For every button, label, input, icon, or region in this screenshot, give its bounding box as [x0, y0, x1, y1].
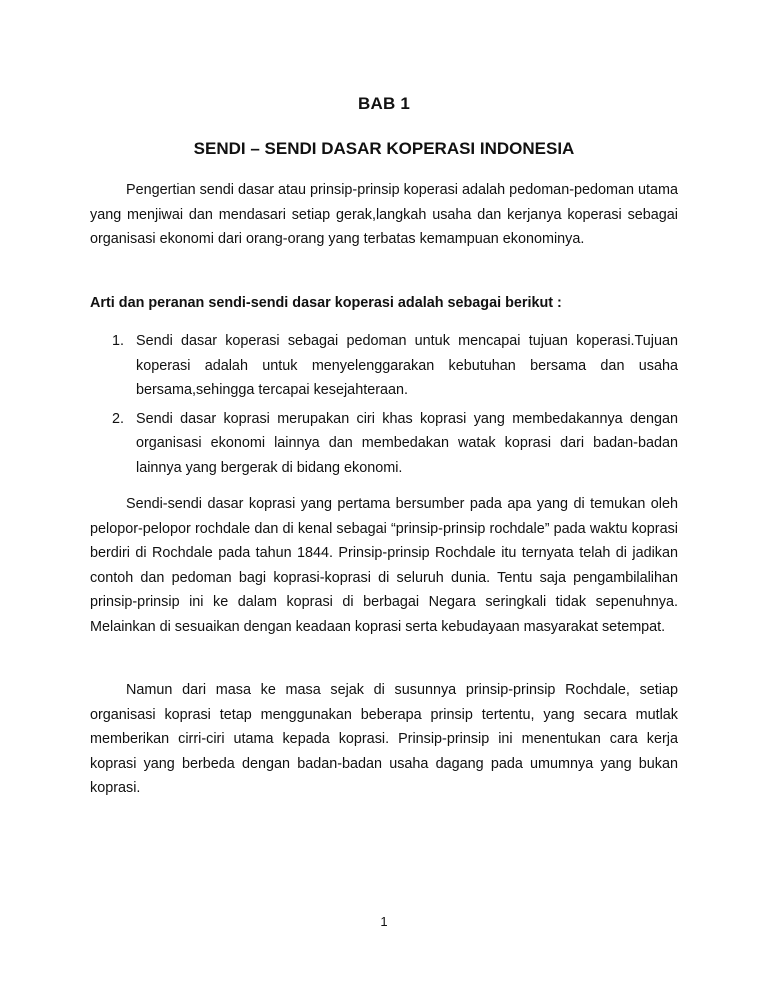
list-item — [90, 329, 678, 403]
list-item-text: Sendi dasar koperasi sebagai pedoman untuk mencapai tujuan koperasi.Tujuan koperasi adalah untuk menyelenggarakan kebutuhan bersama dan usaha bersama,sehingga tercapai kesejahteraan. — [136, 333, 678, 399]
list-item-number: 2. — [112, 410, 125, 427]
chapter-heading: BAB 1 — [357, 94, 410, 113]
page-number: 1 — [380, 914, 388, 929]
closing-paragraph: Namun dari masa ke masa sejak di susunnya prinsip-prinsip Rochdale, setiap organisasi koprasi tetap menggunakan beberapa prinsip tertentu, yang secara mutlak memberikan cirri-ciri utama kepada koprasi. Prinsip-prinsip ini menentukan cara kerja koprasi yang berbeda dengan badan-badan usaha dagang pada umumnya yang bukan koprasi. — [90, 682, 678, 797]
rochdale-paragraph: Sendi-sendi dasar koprasi yang pertama bersumber pada apa yang di temukan oleh pelopor-pelopor rochdale dan di kenal sebagai “prinsip-prinsip rochdale” pada waktu koprasi berdiri di Rochdale pada tahun 1844. Prinsip-prinsip Rochdale itu ternyata telah di jadikan contoh dan pedoman bagi koprasi-koprasi di seluruh dunia. Tentu saja pengambilalihan prinsip-prinsip ini ke dalam koprasi di berbagai Negara seringkali tidak sepenuhnya. Melainkan di sesuaikan dengan keadaan koprasi serta kebudayaan masyarakat setempat. — [90, 496, 678, 635]
list-item-text: Sendi dasar koprasi merupakan ciri khas koprasi yang membedakannya dengan organisasi ekonomi lainnya dan membedakan watak koprasi dari badan-badan lainnya yang bergerak di bidang ekonomi. — [136, 410, 678, 476]
principles-list — [90, 329, 678, 481]
chapter-title: SENDI – SENDI DASAR KOPERASI INDONESIA — [193, 139, 575, 158]
intro-paragraph: Pengertian sendi dasar atau prinsip-prinsip koperasi adalah pedoman-pedoman utama yang menjiwai dan mendasari setiap gerak,langkah usaha dan kerjanya koperasi sebagai organisasi ekonomi dari orang-orang yang terbatas kemampuan ekonominya. — [90, 182, 678, 248]
list-item-number: 1. — [112, 333, 125, 349]
list-item — [90, 407, 678, 481]
section-subheading: Arti dan peranan sendi-sendi dasar koperasi adalah sebagai berikut : — [90, 295, 562, 311]
